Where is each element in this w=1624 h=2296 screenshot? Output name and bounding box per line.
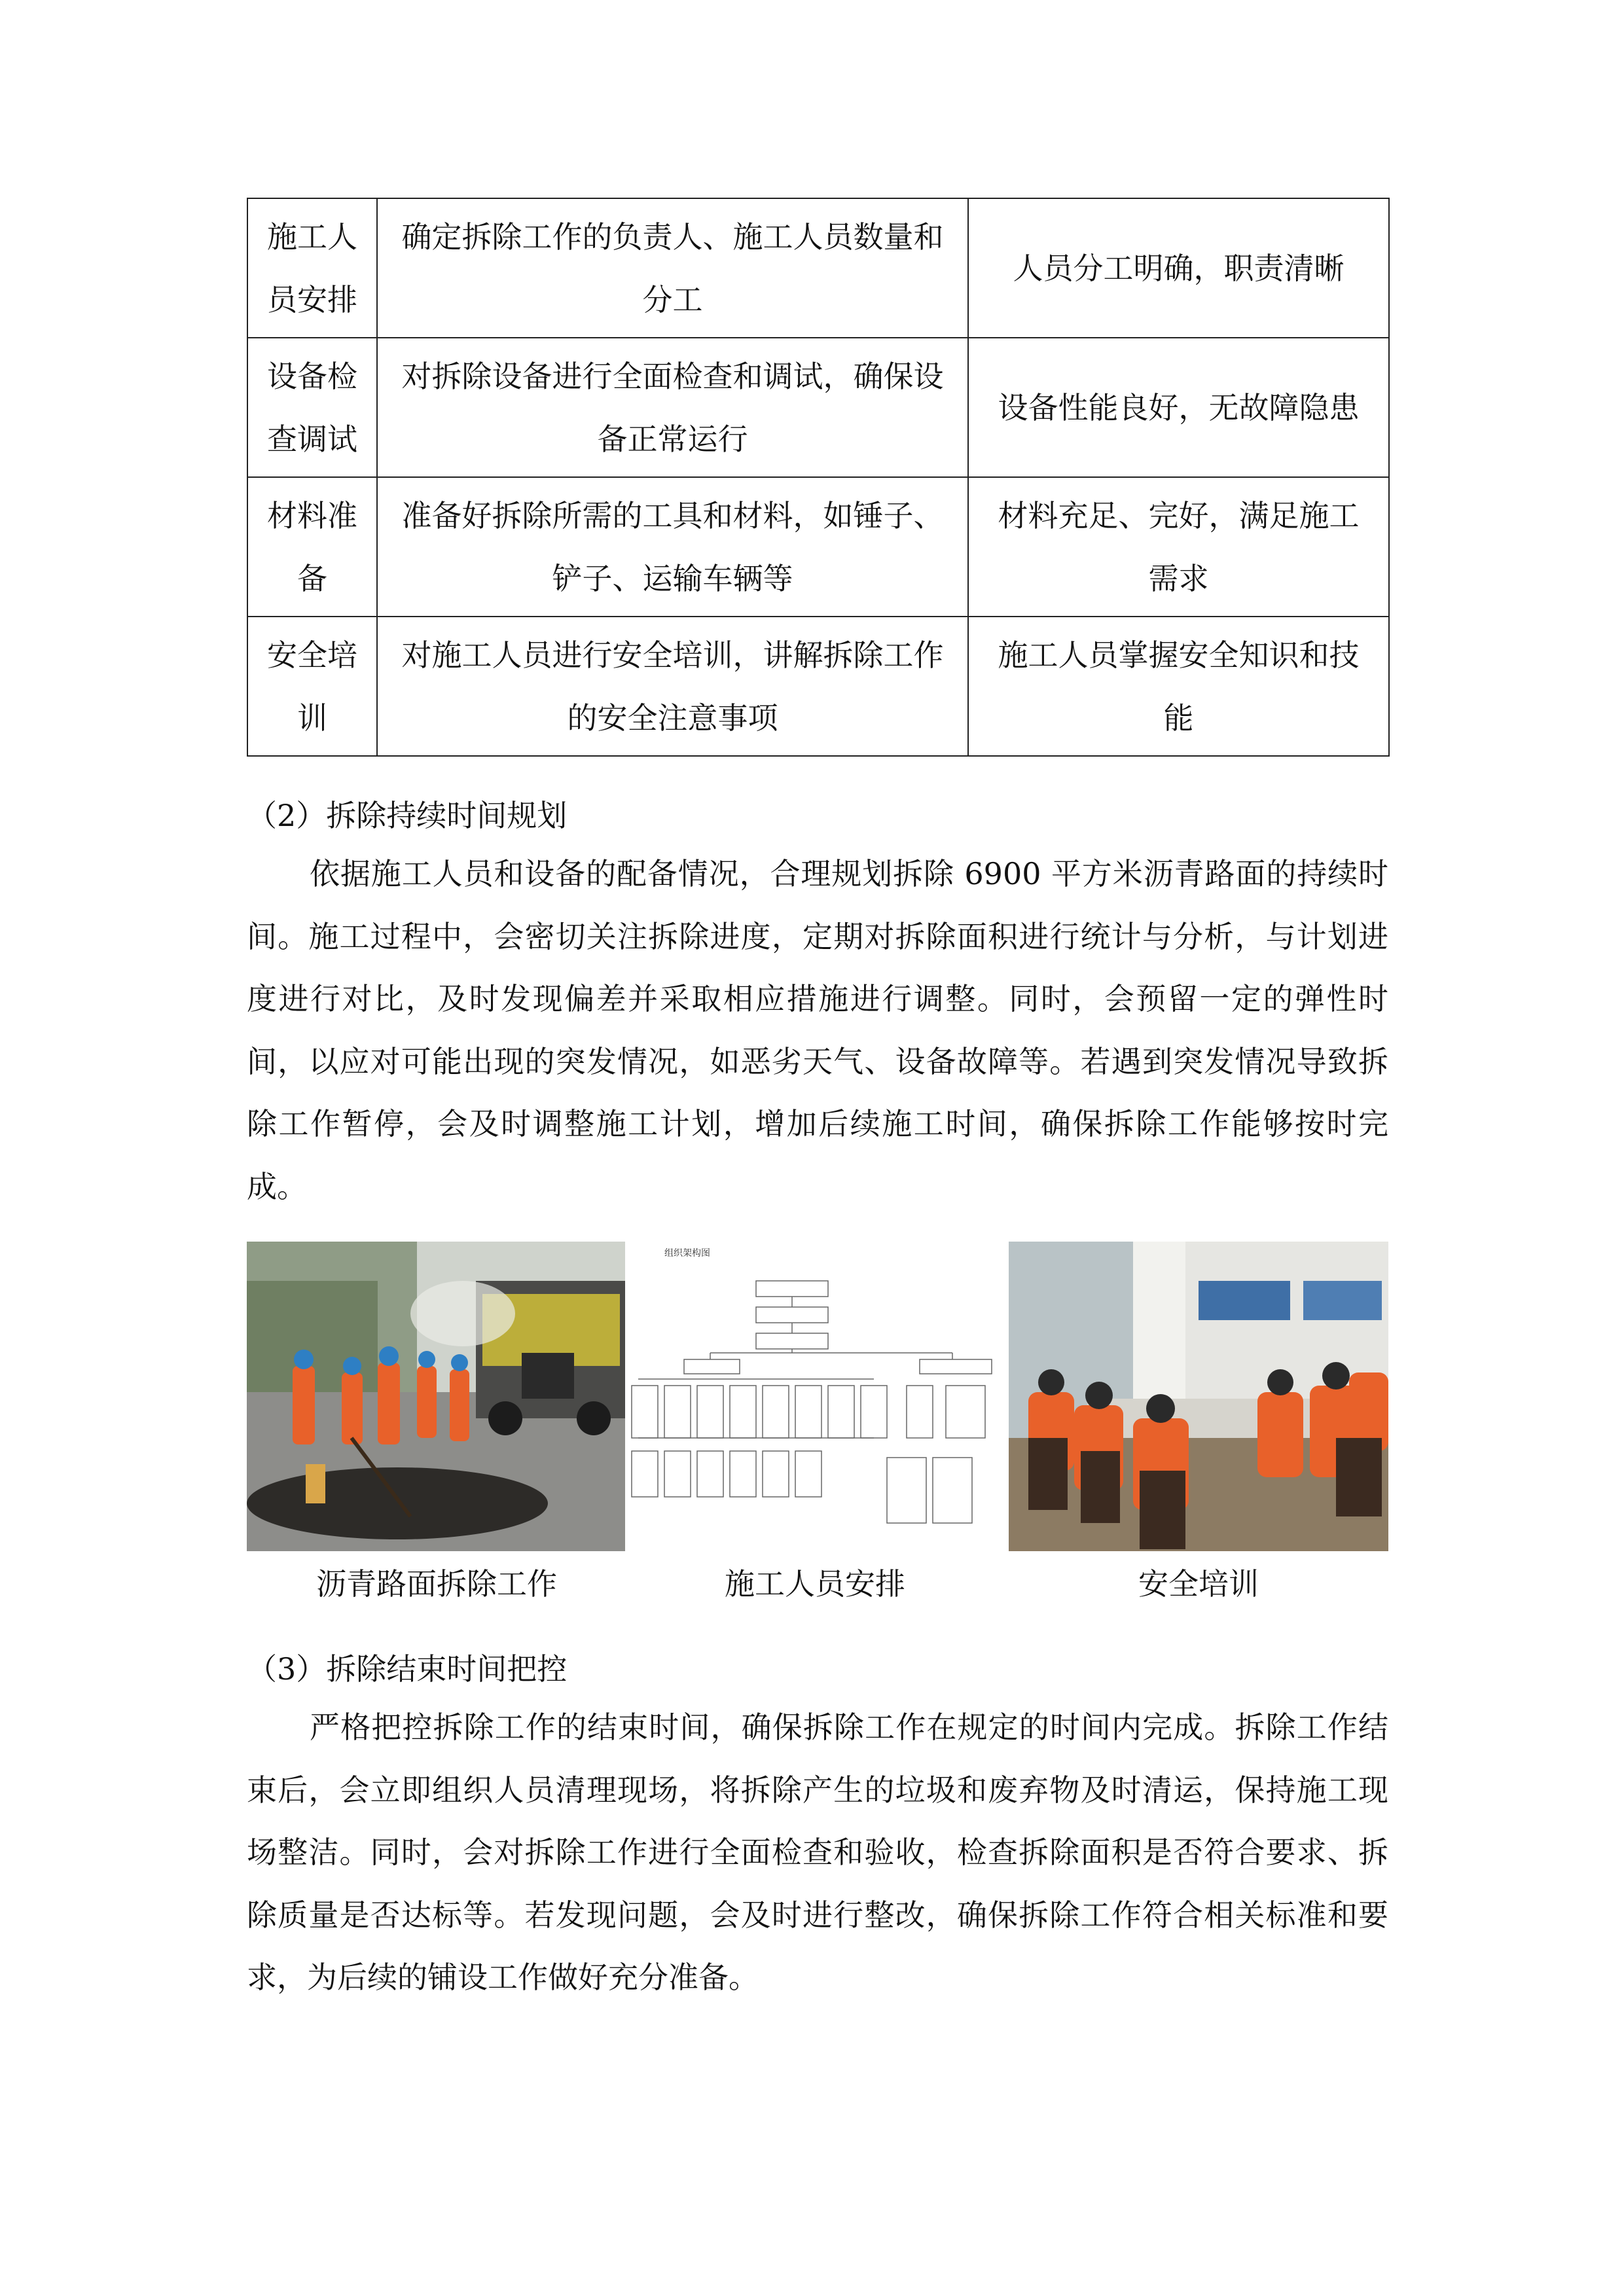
road-removal-photo [247, 1242, 626, 1551]
preparation-table [247, 198, 1390, 757]
body-paragraph: 依据施工人员和设备的配备情况，合理规划拆除 6900 平方米沥青路面的持续时间。施工过程中，会密切关注拆除进度，定期对拆除面积进行统计与分析，与计划进度进行对比，及时发现偏差并采取相应措施进行调整。同时，会预留一定的弹性时间，以应对可能出现的突发情况，如恶劣天气、设备故障等。若遇到突发情况导致拆除工作暂停，会及时调整施工计划，增加后续施工时间，确保拆除工作能够按时完成。 [247, 856, 1388, 1204]
table-cell-content: 对拆除设备进行全面检查和调试，确保设备正常运行 [377, 338, 968, 477]
table-row [247, 477, 1389, 617]
figure-caption: 施工人员安排 [725, 1566, 905, 1602]
figure-caption: 沥青路面拆除工作 [316, 1566, 557, 1602]
table-cell-standard: 设备性能良好，无故障隐患 [968, 338, 1389, 477]
table-row [247, 617, 1389, 756]
table-row [247, 198, 1389, 338]
table-cell-standard: 材料充足、完好，满足施工需求 [968, 477, 1389, 617]
table-row [247, 338, 1389, 477]
table-cell-item: 设备检查调试 [247, 338, 377, 477]
table-cell-item: 安全培训 [247, 617, 377, 756]
table-cell-item: 施工人员安排 [247, 198, 377, 338]
section-heading: （3）拆除结束时间把控 [247, 1651, 568, 1687]
figure-caption: 安全培训 [1138, 1566, 1259, 1602]
body-paragraph: 严格把控拆除工作的结束时间，确保拆除工作在规定的时间内完成。拆除工作结束后，会立即组织人员清理现场，将拆除产生的垃圾和废弃物及时清运，保持施工现场整洁。同时，会对拆除工作进行全面检查和验收，检查拆除面积是否符合要求、拆除质量是否达标等。若发现问题，会及时进行整改，确保拆除工作符合相关标准和要求，为后续的铺设工作做好充分准备。 [247, 1710, 1388, 1995]
table-cell-content: 确定拆除工作的负责人、施工人员数量和分工 [377, 198, 968, 338]
table-cell-content: 准备好拆除所需的工具和材料，如锤子、铲子、运输车辆等 [377, 477, 968, 617]
table-cell-standard: 人员分工明确，职责清晰 [968, 198, 1389, 338]
table-cell-standard: 施工人员掌握安全知识和技能 [968, 617, 1389, 756]
table-cell-content: 对施工人员进行安全培训，讲解拆除工作的安全注意事项 [377, 617, 968, 756]
section-heading: （2）拆除持续时间规划 [247, 798, 568, 833]
org-chart-title: 组织架构图 [664, 1248, 710, 1259]
org-chart-image [625, 1242, 1005, 1551]
safety-training-photo [1009, 1242, 1388, 1551]
table-cell-item: 材料准备 [247, 477, 377, 617]
